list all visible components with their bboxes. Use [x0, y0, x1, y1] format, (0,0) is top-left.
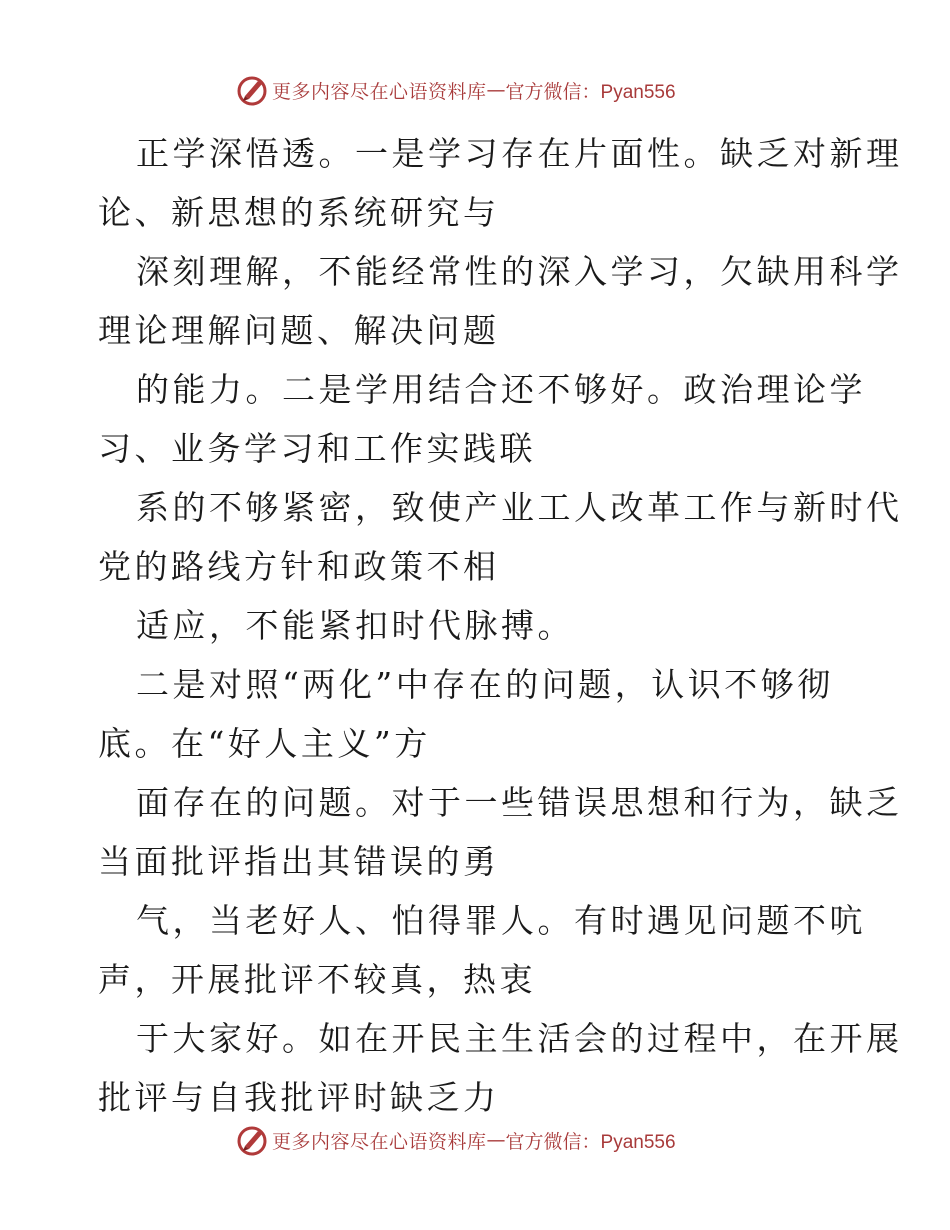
watermark-separator: —	[486, 1129, 506, 1151]
text-line: 深刻理解，不能经常性的深入学习，欠缺用科学	[136, 252, 903, 291]
text-line: 适应，不能紧扣时代脉搏。	[136, 606, 574, 645]
pen-logo-icon	[236, 1124, 268, 1156]
text-line: 声，开展批评不较真，热衷	[98, 960, 536, 999]
footer-watermark	[236, 1122, 676, 1158]
watermark-contact: 官方微信：Pyan556	[505, 81, 676, 103]
text-line: 气，当老好人、怕得罪人。有时遇见问题不吭	[136, 901, 866, 940]
text-line: 底。在“好人主义”方	[98, 724, 431, 763]
watermark-contact: 官方微信：Pyan556	[505, 1131, 676, 1153]
text-line: 于大家好。如在开民主生活会的过程中，在开展	[136, 1019, 903, 1058]
watermark-separator: —	[486, 79, 506, 101]
watermark-text: 更多内容尽在心语资料库	[272, 80, 487, 103]
text-line: 理论理解问题、解决问题	[98, 311, 500, 350]
text-line: 正学深悟透。一是学习存在片面性。缺乏对新理	[136, 134, 903, 173]
document-body	[98, 124, 903, 1127]
watermark-text: 更多内容尽在心语资料库	[272, 1130, 487, 1153]
text-line: 党的路线方针和政策不相	[98, 547, 500, 586]
text-line: 系的不够紧密，致使产业工人改革工作与新时代	[136, 488, 903, 527]
text-line: 当面批评指出其错误的勇	[98, 842, 500, 881]
text-line: 习、业务学习和工作实践联	[98, 429, 536, 468]
pen-logo-icon	[236, 74, 268, 106]
header-watermark	[236, 72, 676, 108]
text-line: 二是对照“两化”中存在的问题，认识不够彻	[136, 665, 834, 704]
text-line: 面存在的问题。对于一些错误思想和行为，缺乏	[136, 783, 903, 822]
text-line: 的能力。二是学用结合还不够好。政治理论学	[136, 370, 866, 409]
text-line: 论、新思想的系统研究与	[98, 193, 500, 232]
text-line: 批评与自我批评时缺乏力	[98, 1078, 500, 1117]
